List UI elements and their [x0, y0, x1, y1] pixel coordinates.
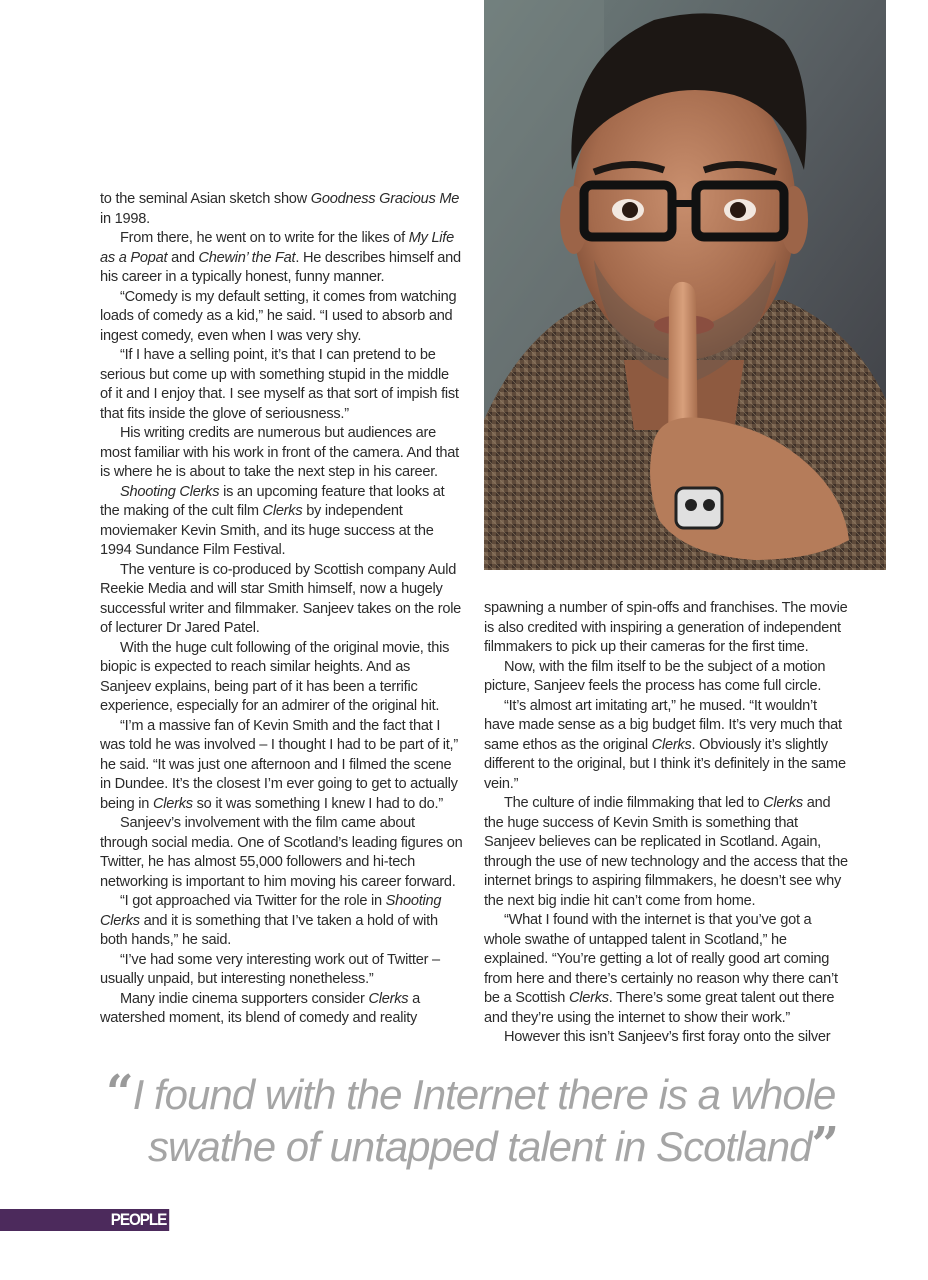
open-quote-mark: “ — [106, 1065, 133, 1121]
pull-quote-line-1: “I found with the Internet there is a whole — [106, 1065, 836, 1121]
paragraph: “I’ve had some very interesting work out of Twitter – usually unpaid, but interesting nonetheless.” — [100, 951, 440, 987]
paragraph: “I got approached via Twitter for the role in Shooting Clerks and it is something that I’ve taken a hold of with both hands,” he said. — [100, 893, 442, 948]
paragraph: “What I found with the internet is that you’ve got a whole swathe of untapped talent in Scotland,” he explained. “You’re getting a lot of really good art coming from here and there’s certainly no reason why there can’t be a Scottish Clerks. There’s some great talent out there and they’re using the internet to show their work.” — [484, 912, 838, 1026]
paragraph: “It’s almost art imitating art,” he mused. “It wouldn’t have made sense as a big budget film. It’s very much that same ethos as the original Clerks. Obviously it’s slightly different to the original, but I think it’s definitely in the same vein.” — [484, 697, 846, 792]
paragraph: “I’m a massive fan of Kevin Smith and the fact that I was told he was involved – I thought I had to be part of it,” he said. “It was just one afternoon and I filmed the scene in Dundee. It’s the closest I’m ever going to get to actually being in Clerks so it was something I knew I had to do.” — [100, 717, 458, 812]
portrait-photo — [484, 0, 886, 570]
paragraph: Now, with the film itself to be the subject of a motion picture, Sanjeev feels the process has come full circle. — [484, 658, 826, 694]
close-quote-mark: ” — [811, 1117, 839, 1173]
paragraph: to the seminal Asian sketch show Goodness Gracious Me in 1998. — [100, 191, 460, 227]
paragraph: With the huge cult following of the original movie, this biopic is expected to reach similar heights. And as Sanjeev explains, being part of it has been a terrific experience, especially for an admirer of the original hit. — [100, 639, 450, 714]
paragraph: Sanjeev’s involvement with the film came about through social media. One of Scotland’s leading figures on Twitter, he has almost 55,000 followers and hi-tech networking is important to him moving his career forward. — [100, 815, 463, 890]
article-left-column — [100, 190, 464, 1029]
pull-quote — [100, 1065, 860, 1173]
pull-quote-line-2: swathe of untapped talent in Scotland” — [148, 1117, 839, 1173]
paragraph: The venture is co-produced by Scottish company Auld Reekie Media and will star Smith himself, now a hugely successful writer and filmmaker. Sanjeev takes on the role of lecturer Dr Jared Patel. — [100, 561, 462, 636]
article-right-column — [484, 599, 848, 1048]
paragraph: The culture of indie filmmaking that led to Clerks and the huge success of Kevin Smith is something that Sanjeev believes can be replicated in Scotland. Again, through the use of new technology and the access that the internet brings to aspiring filmmakers, he doesn’t see why the next big indie hit can’t come from home. — [484, 795, 848, 909]
paragraph: “Comedy is my default setting, it comes from watching loads of comedy as a kid,” he said. “I used to absorb and ingest comedy, even when I was very shy. — [100, 288, 457, 344]
paragraph: Shooting Clerks is an upcoming feature that looks at the making of the cult film Clerks by independent moviemaker Kevin Smith, and its huge success at the 1994 Sundance Film Festival. — [100, 483, 445, 558]
paragraph: “If I have a selling point, it’s that I can pretend to be serious but come up with something stupid in the middle of it and I enjoy that. I see myself as that sort of impish fist that fits inside the glove of seriousness.” — [100, 347, 459, 422]
footer-band — [0, 1209, 108, 1231]
section-label: PEOPLE — [108, 1209, 169, 1231]
paragraph: From there, he went on to write for the likes of My Life as a Popat and Chewin’ the Fat. He describes himself and his career in a typically honest, funny manner. — [100, 230, 461, 285]
paragraph: His writing credits are numerous but audiences are most familiar with his work in front of the camera. And that is where he is about to take the next step in his career. — [100, 425, 459, 480]
paragraph: spawning a number of spin-offs and franchises. The movie is also credited with inspiring a generation of independent filmmakers to pick up their cameras for the first time. — [484, 600, 848, 655]
paragraph: Many indie cinema supporters consider Clerks a watershed moment, its blend of comedy and reality — [100, 990, 420, 1026]
paragraph: However this isn’t Sanjeev’s first foray onto the silver — [504, 1029, 831, 1045]
